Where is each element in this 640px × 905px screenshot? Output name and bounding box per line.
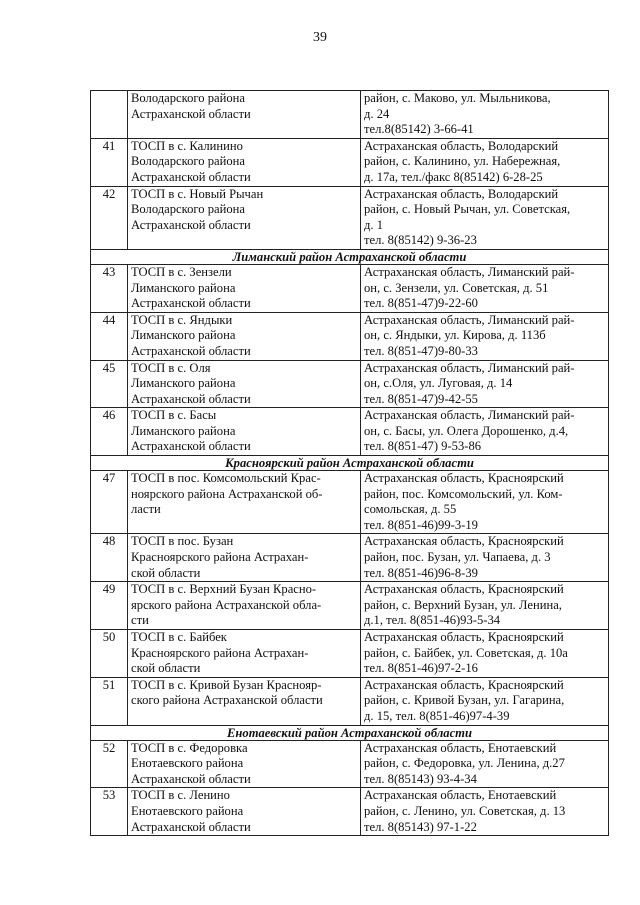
row-number: 53	[91, 788, 128, 836]
office-address	[361, 677, 609, 725]
office-name-line: Лиманского района	[131, 423, 236, 438]
office-name	[128, 630, 361, 678]
office-address-line: д. 17а, тел./факс 8(85142) 6-28-25	[364, 169, 543, 184]
office-address-line: тел. 8(85142) 9-36-23	[364, 233, 477, 248]
office-address	[361, 408, 609, 456]
office-address-line: Астраханская область, Красноярский	[364, 630, 564, 644]
office-name	[128, 138, 361, 186]
office-name	[128, 264, 361, 312]
office-address	[361, 360, 609, 408]
office-name-line: ТОСП в с. Яндыки	[131, 312, 233, 327]
office-address-line: район, с. Верхний Бузан, ул. Ленина,	[364, 597, 562, 612]
office-name-line: ТОСП в с. Байбек	[131, 630, 227, 644]
office-name-line: Лиманского района	[131, 328, 236, 343]
row-number: 52	[91, 740, 128, 788]
office-name-line: Красноярского района Астрахан-	[131, 645, 309, 660]
office-name-line: ТОСП в с. Новый Рычан	[131, 186, 264, 201]
office-address	[361, 138, 609, 186]
office-address-line: Астраханская область, Енотаевский	[364, 740, 557, 755]
row-number: 45	[91, 360, 128, 408]
section-row	[91, 249, 609, 264]
office-address-line: Астраханская область, Красноярский	[364, 582, 564, 597]
office-name-line: Лиманского района	[131, 280, 236, 295]
office-address-line: тел. 8(851-47)9-80-33	[364, 343, 478, 358]
office-address-line: Астраханская область, Красноярский	[364, 471, 564, 486]
office-name-line: Астраханской области	[131, 169, 251, 184]
office-name	[128, 471, 361, 534]
row-number: 49	[91, 582, 128, 630]
office-address-line: д.1, тел. 8(851-46)93-5-34	[364, 613, 501, 628]
section-row	[91, 456, 609, 471]
office-name-line: ТОСП в с. Федоровка	[131, 740, 248, 755]
row-number: 50	[91, 630, 128, 678]
office-name	[128, 677, 361, 725]
office-address	[361, 740, 609, 788]
office-name-line: Володарского района	[131, 154, 245, 169]
office-name-line: ТОСП в с. Зензели	[131, 264, 232, 279]
office-address-line: тел. 8(85143) 97-1-22	[364, 819, 477, 834]
table-row	[91, 740, 609, 788]
office-address	[361, 582, 609, 630]
table-row	[91, 360, 609, 408]
office-name	[128, 408, 361, 456]
office-address-line: Астраханская область, Лиманский рай-	[364, 264, 575, 279]
office-address-line: район, с. Кривой Бузан, ул. Гагарина,	[364, 693, 565, 708]
office-name-line: Астраханской области	[131, 391, 251, 406]
office-address	[361, 788, 609, 836]
table-row	[91, 408, 609, 456]
office-address-line: д. 24	[364, 106, 390, 121]
office-name-line: ской области	[131, 661, 201, 676]
office-name	[128, 788, 361, 836]
section-title: Красноярский район Астраханской области	[91, 456, 609, 471]
row-number: 43	[91, 264, 128, 312]
office-address-line: тел.8(85142) 3-66-41	[364, 122, 474, 137]
office-name-line: Астраханской области	[131, 819, 251, 834]
office-name-line: Володарского района	[131, 91, 245, 105]
table-row	[91, 534, 609, 582]
section-row	[91, 725, 609, 740]
office-name-line: Астраханской области	[131, 771, 251, 786]
office-address-line: Астраханская область, Енотаевский	[364, 788, 557, 803]
office-name	[128, 91, 361, 139]
office-name-line: ноярского района Астраханской об-	[131, 486, 323, 501]
table-row	[91, 630, 609, 678]
office-name-line: Енотаевского района	[131, 803, 244, 818]
office-name-line: Енотаевского района	[131, 756, 244, 771]
office-address-line: район, с. Ленино, ул. Советская, д. 13	[364, 803, 566, 818]
row-number: 44	[91, 312, 128, 360]
office-name	[128, 186, 361, 249]
office-name-line: ТОСП в пос. Комсомольский Крас-	[131, 471, 321, 486]
office-address	[361, 630, 609, 678]
office-address-line: д. 1	[364, 217, 384, 232]
registry-table	[90, 90, 609, 836]
office-address-line: сомольская, д. 55	[364, 502, 457, 517]
office-address-line: Астраханская область, Красноярский	[364, 677, 564, 692]
office-address-line: тел. 8(851-47)9-22-60	[364, 296, 478, 311]
office-name-line: ТОСП в с. Басы	[131, 408, 217, 423]
office-address-line: тел. 8(851-46)97-2-16	[364, 661, 478, 676]
office-address-line: он, с. Басы, ул. Олега Дорошенко, д.4,	[364, 423, 569, 438]
office-name-line: Астраханской области	[131, 106, 251, 121]
office-name-line: ТОСП в с. Оля	[131, 360, 211, 375]
table-row	[91, 186, 609, 249]
office-name-line: Астраханской области	[131, 343, 251, 358]
office-name-line: ярского района Астраханской обла-	[131, 597, 322, 612]
office-address-line: тел. 8(85143) 93-4-34	[364, 771, 477, 786]
office-name-line: Лиманского района	[131, 376, 236, 391]
page-number: 39	[313, 30, 327, 45]
row-number: 46	[91, 408, 128, 456]
office-name-line: ТОСП в с. Кривой Бузан Краснояр-	[131, 677, 322, 692]
office-address	[361, 91, 609, 139]
table-row	[91, 91, 609, 139]
office-name-line: ского района Астраханской области	[131, 693, 323, 708]
office-name-line: ласти	[131, 502, 161, 517]
row-number: 51	[91, 677, 128, 725]
office-address-line: район, с. Байбек, ул. Советская, д. 10а	[364, 645, 568, 660]
table-row	[91, 582, 609, 630]
office-name	[128, 582, 361, 630]
table-row	[91, 471, 609, 534]
office-name-line: ТОСП в пос. Бузан	[131, 534, 234, 549]
row-number: 48	[91, 534, 128, 582]
office-name-line: ТОСП в с. Верхний Бузан Красно-	[131, 582, 317, 597]
table-row	[91, 677, 609, 725]
row-number: 41	[91, 138, 128, 186]
office-name-line: Володарского района	[131, 202, 245, 217]
office-address-line: Астраханская область, Володарский	[364, 186, 559, 201]
row-number: 47	[91, 471, 128, 534]
office-address-line: Астраханская область, Красноярский	[364, 534, 564, 549]
office-address-line: тел. 8(851-46)99-3-19	[364, 517, 478, 532]
office-name	[128, 360, 361, 408]
office-address	[361, 534, 609, 582]
office-address	[361, 312, 609, 360]
office-name-line: ТОСП в с. Калинино	[131, 138, 243, 153]
table-row	[91, 312, 609, 360]
table-row	[91, 788, 609, 836]
office-name	[128, 534, 361, 582]
office-address-line: д. 15, тел. 8(851-46)97-4-39	[364, 708, 510, 723]
office-address-line: район, пос. Бузан, ул. Чапаева, д. 3	[364, 550, 551, 565]
office-name-line: Астраханской области	[131, 296, 251, 311]
registry-table-body	[91, 91, 609, 836]
office-address-line: он, с. Яндыки, ул. Кирова, д. 113б	[364, 328, 546, 343]
office-address-line: район, с. Калинино, ул. Набережная,	[364, 154, 561, 169]
row-number: 42	[91, 186, 128, 249]
office-name-line: ТОСП в с. Ленино	[131, 788, 230, 803]
office-address-line: район, с. Федоровка, ул. Ленина, д.27	[364, 756, 565, 771]
office-address-line: район, с. Новый Рычан, ул. Советская,	[364, 202, 571, 217]
office-address	[361, 471, 609, 534]
office-address-line: Астраханская область, Лиманский рай-	[364, 360, 575, 375]
office-address-line: он, с.Оля, ул. Луговая, д. 14	[364, 376, 513, 391]
office-name-line: сти	[131, 613, 149, 628]
office-address-line: Астраханская область, Лиманский рай-	[364, 312, 575, 327]
office-address-line: он, с. Зензели, ул. Советская, д. 51	[364, 280, 549, 295]
office-name-line: ской области	[131, 565, 201, 580]
office-address	[361, 264, 609, 312]
office-address	[361, 186, 609, 249]
office-name-line: Астраханской области	[131, 217, 251, 232]
office-address-line: район, с. Маково, ул. Мыльникова,	[364, 91, 551, 105]
row-number	[91, 91, 128, 139]
section-title: Лиманский район Астраханской области	[91, 249, 609, 264]
office-name-line: Астраханской области	[131, 439, 251, 454]
office-address-line: тел. 8(851-47)9-42-55	[364, 391, 478, 406]
section-title: Енотаевский район Астраханской области	[91, 725, 609, 740]
office-address-line: Астраханская область, Лиманский рай-	[364, 408, 575, 423]
office-address-line: район, пос. Комсомольский, ул. Ком-	[364, 486, 563, 501]
office-address-line: тел. 8(851-46)96-8-39	[364, 565, 478, 580]
office-name-line: Красноярского района Астрахан-	[131, 550, 309, 565]
table-row	[91, 138, 609, 186]
office-name	[128, 740, 361, 788]
office-address-line: Астраханская область, Володарский	[364, 138, 559, 153]
office-name	[128, 312, 361, 360]
office-address-line: тел. 8(851-47) 9-53-86	[364, 439, 482, 454]
table-row	[91, 264, 609, 312]
